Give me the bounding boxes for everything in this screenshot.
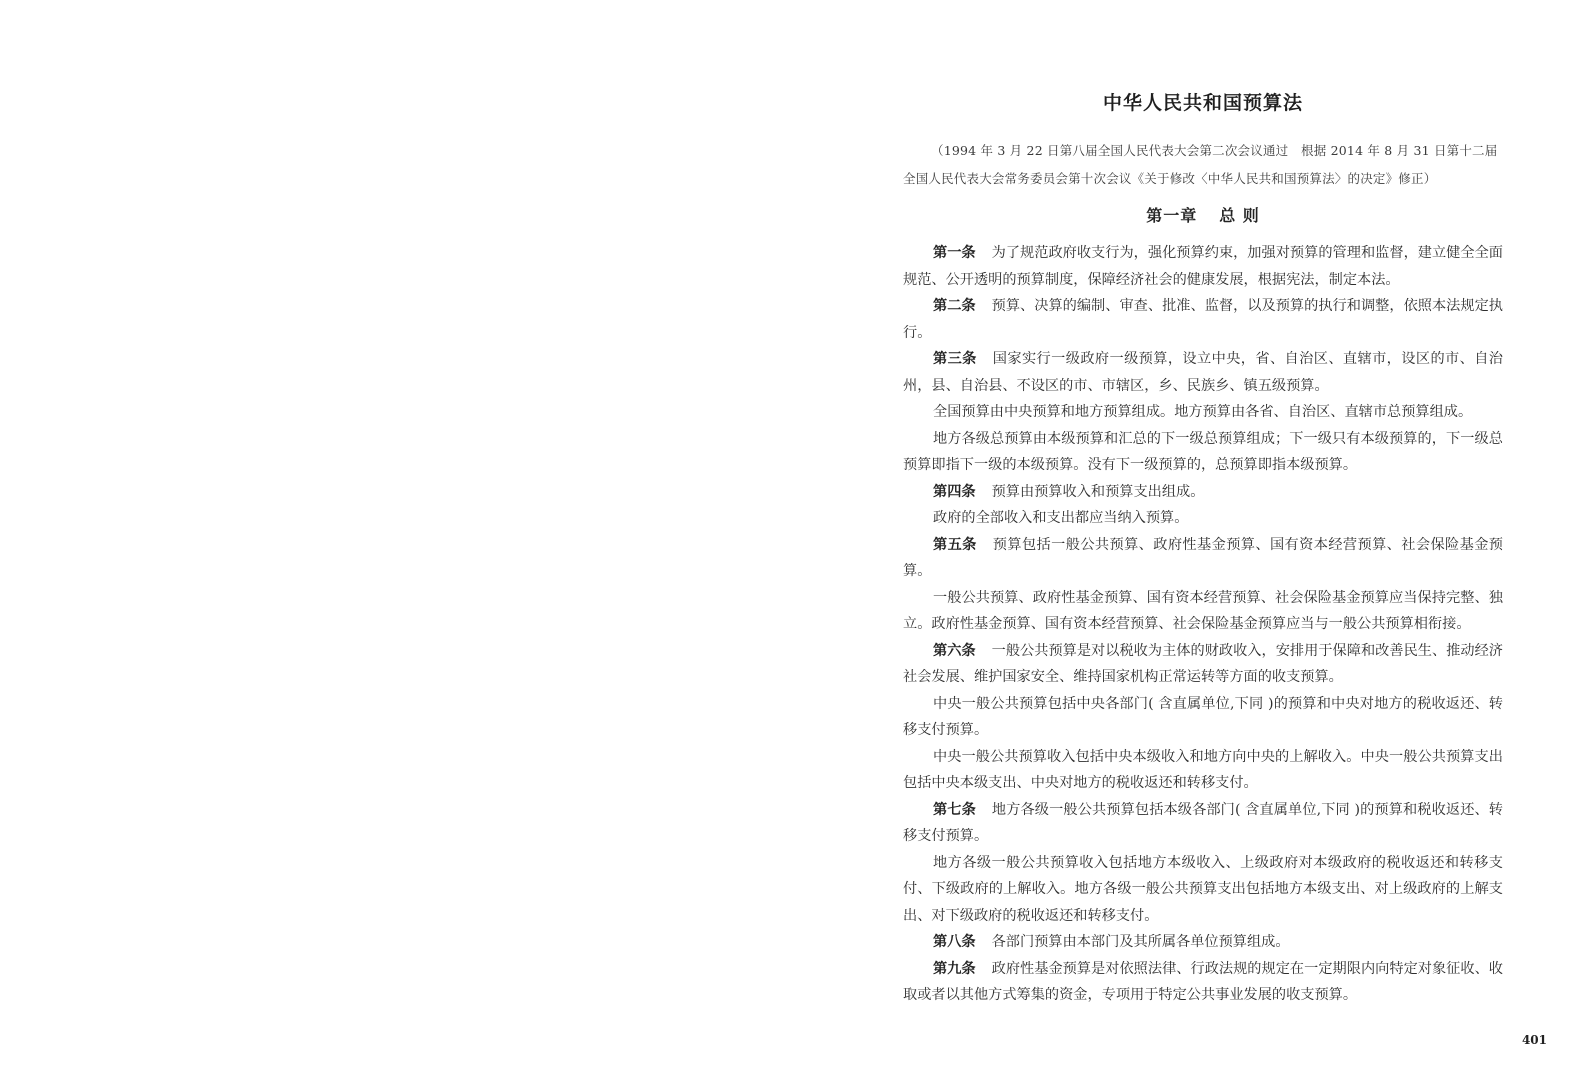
- paragraph-text: 为了规范政府收支行为，强化预算约束，加强对预算的管理和监督，建立健全全面规范、公开透明的预算制度，保障经济社会的健康发展，根据宪法，制定本法。: [903, 245, 1503, 288]
- page-number: 401: [1521, 1033, 1547, 1047]
- paragraph-text: 一般公共预算是对以税收为主体的财政收入，安排用于保障和改善民生、推动经济社会发展、维护国家安全、维持国家机构正常运转等方面的收支预算。: [903, 642, 1503, 685]
- paragraph-text: 中央一般公共预算收入包括中央本级收入和地方向中央的上解收入。中央一般公共预算支出包括中央本级支出、中央对地方的税收返还和转移支付。: [903, 748, 1503, 791]
- article-label: 第一条: [933, 245, 976, 261]
- adoption-note-line-1: （1994 年 3 月 22 日第八届全国人民代表大会第二次会议通过 根据 2014 年 8 月 31 日第十二届: [931, 143, 1498, 158]
- paragraph-text: 全国预算由中央预算和地方预算组成。地方预算由各省、自治区、直辖市总预算组成。: [933, 404, 1473, 420]
- law-title: 中华人民共和国预算法: [1102, 92, 1303, 114]
- paragraph: [903, 426, 1503, 479]
- paragraph: [903, 956, 1503, 1009]
- paragraph-text: 国家实行一级政府一级预算，设立中央，省、自治区、直辖市，设区的市、自治州，县、自治县、不设区的市、市辖区，乡、民族乡、镇五级预算。: [903, 351, 1503, 394]
- paragraph-text: 预算由预算收入和预算支出组成。: [991, 483, 1205, 500]
- paragraph-text: 地方各级一般公共预算收入包括地方本级收入、上级政府对本级政府的税收返还和转移支付、下级政府的上解收入。地方各级一般公共预算支出包括地方本级支出、对上级政府的上解支出、对下级政府的税收返还和转移支付。: [903, 854, 1503, 924]
- article-label: 第五条: [933, 536, 977, 553]
- paragraph-text: 地方各级一般公共预算包括本级各部门( 含直属单位,下同 )的预算和税收返还、转移支付预算。: [903, 801, 1503, 844]
- paragraph: [903, 638, 1503, 691]
- paragraph: [903, 929, 1503, 956]
- right-page-text: [903, 88, 1503, 1009]
- paragraph: [903, 532, 1503, 585]
- article-label: 第八条: [933, 934, 976, 950]
- paragraph-text: 预算包括一般公共预算、政府性基金预算、国有资本经营预算、社会保险基金预算。: [903, 536, 1503, 579]
- paragraph: [903, 691, 1503, 744]
- paragraph-text: 预算、决算的编制、审查、批准、监督，以及预算的执行和调整，依照本法规定执行。: [903, 298, 1503, 341]
- article-label: 第二条: [933, 298, 976, 314]
- paragraph-text: 地方各级总预算由本级预算和汇总的下一级总预算组成；下一级只有本级预算的，下一级总预算即指下一级的本级预算。没有下一级预算的，总预算即指本级预算。: [903, 430, 1503, 473]
- article-label: 第九条: [933, 960, 976, 977]
- paragraph-text: 政府性基金预算是对依照法律、行政法规的规定在一定期限内向特定对象征收、收取或者以其他方式筹集的资金，专项用于特定公共事业发展的收支预算。: [903, 960, 1503, 1003]
- chapter-number: 第一章: [1146, 206, 1198, 225]
- paragraph-text: 政府的全部收入和支出都应当纳入预算。: [933, 510, 1189, 526]
- chapter-name: 总 则: [1219, 206, 1260, 225]
- paragraph-text: 一般公共预算、政府性基金预算、国有资本经营预算、社会保险基金预算应当保持完整、独立。政府性基金预算、国有资本经营预算、社会保险基金预算应当与一般公共预算相衔接。: [903, 589, 1503, 632]
- paragraph: [903, 479, 1503, 506]
- paragraph: [903, 744, 1503, 797]
- paragraph: [903, 850, 1503, 930]
- paragraph: [903, 293, 1503, 346]
- article-label: 第七条: [933, 801, 976, 818]
- paragraph: [903, 346, 1503, 399]
- paragraph: [903, 585, 1503, 638]
- paragraph: [903, 399, 1503, 426]
- article-label: 第四条: [933, 483, 976, 500]
- adoption-note-line-2: 全国人民代表大会常务委员会第十次会议《关于修改〈中华人民共和国预算法〉的决定》修正）: [903, 171, 1437, 186]
- article-label: 第三条: [933, 351, 977, 367]
- paragraph: [903, 505, 1503, 532]
- paragraph: [903, 797, 1503, 850]
- adoption-note: [903, 137, 1503, 193]
- paragraph-text: 中央一般公共预算包括中央各部门( 含直属单位,下同 )的预算和中央对地方的税收返还、转移支付预算。: [903, 695, 1503, 738]
- paragraph-text: 各部门预算由本部门及其所属各单位预算组成。: [991, 934, 1290, 950]
- chapter-heading: [903, 203, 1503, 226]
- article-list: [903, 240, 1503, 1009]
- paragraph: [903, 240, 1503, 293]
- article-label: 第六条: [933, 642, 976, 659]
